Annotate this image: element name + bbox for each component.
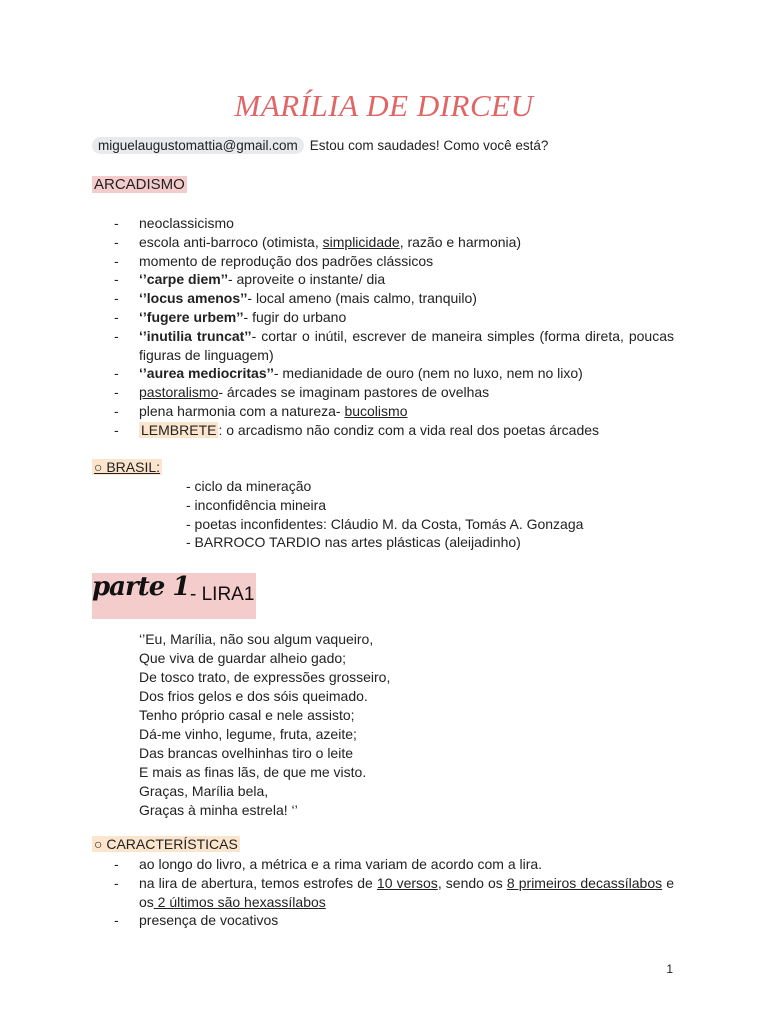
arcadismo-list bbox=[112, 214, 674, 440]
poem-line: Dá-me vinho, legume, fruta, azeite; bbox=[139, 726, 357, 742]
poem-line: ‘’Eu, Marília, não sou algum vaqueiro, bbox=[139, 631, 374, 647]
list-item: - ‘’locus amenos’’- local ameno (mais calmo, tranquilo) bbox=[112, 289, 674, 308]
list-item: - neoclassicismo bbox=[112, 214, 674, 233]
list-item: - ‘’fugere urbem’’- fugir do urbano bbox=[112, 308, 674, 327]
list-item: - inconfidência mineira bbox=[186, 496, 327, 513]
list-item: - pastoralismo- árcades se imaginam pastores de ovelhas bbox=[112, 383, 674, 402]
arcadismo-heading-text: ARCADISMO bbox=[94, 176, 185, 193]
page-number: 1 bbox=[666, 962, 673, 976]
caracteristicas-heading-text: ○ CARACTERÍSTICAS bbox=[94, 836, 238, 852]
list-item: - presença de vocativos bbox=[112, 911, 674, 930]
brasil-heading bbox=[92, 459, 162, 475]
list-item: - poetas inconfidentes: Cláudio M. da Costa, Tomás A. Gonzaga bbox=[186, 515, 584, 532]
poem-line: Graças, Marília bela, bbox=[139, 783, 269, 799]
poem-line: Dos frios gelos e dos sóis queimado. bbox=[139, 688, 368, 704]
list-item: - ‘’carpe diem’’- aproveite o instante/ dia bbox=[112, 270, 674, 289]
list-item: - ao longo do livro, a métrica e a rima variam de acordo com a lira. bbox=[112, 855, 674, 874]
email-chip[interactable]: miguelaugustomattia@gmail.com bbox=[92, 137, 304, 154]
arcadismo-heading bbox=[92, 176, 187, 193]
poem-line: Que viva de guardar alheio gado; bbox=[139, 650, 347, 666]
list-item: - momento de reprodução dos padrões clássicos bbox=[112, 252, 674, 271]
list-item: - na lira de abertura, temos estrofes de 10 versos, sendo os 8 primeiros decassílabos e os 2 últimos são hexassílabos bbox=[112, 874, 674, 912]
list-item: - ‘’aurea mediocritas’’- medianidade de ouro (nem no luxo, nem no lixo) bbox=[112, 364, 674, 383]
list-item: - ‘’inutilia truncat’’- cortar o inútil, escrever de maneira simples (forma direta, poucas figuras de linguagem) bbox=[112, 327, 674, 365]
list-item: - LEMBRETE : o arcadismo não condiz com a vida real dos poetas árcades bbox=[112, 421, 674, 440]
document-title: MARÍLIA DE DIRCEU bbox=[234, 88, 534, 123]
comment-text: Estou com saudades! Como você está? bbox=[309, 138, 549, 153]
list-item: - plena harmonia com a natureza- bucolismo bbox=[112, 402, 674, 421]
poem-line: Tenho próprio casal e nele assisto; bbox=[139, 707, 355, 723]
parte-script-heading: parte 1 bbox=[92, 572, 190, 602]
caracteristicas-list bbox=[112, 855, 674, 930]
brasil-heading-text: ○ BRASIL: bbox=[94, 459, 161, 475]
poem-line: E mais as finas lãs, de que me visto. bbox=[139, 764, 367, 780]
list-item: - escola anti-barroco (otimista, simplicidade, razão e harmonia) bbox=[112, 233, 674, 252]
poem-line: De tosco trato, de expressões grosseiro, bbox=[139, 669, 391, 685]
poem-excerpt bbox=[139, 630, 390, 820]
lira-heading: - LIRA1 bbox=[190, 584, 255, 605]
comment-row bbox=[92, 137, 548, 154]
poem-line: Das brancas ovelhinhas tiro o leite bbox=[139, 745, 354, 761]
brasil-list bbox=[186, 477, 583, 552]
lembrete-label: LEMBRETE bbox=[141, 421, 217, 438]
list-item: - BARROCO TARDIO nas artes plásticas (aleijadinho) bbox=[186, 534, 521, 551]
poem-line: Graças à minha estrela! ‘’ bbox=[139, 802, 298, 818]
list-item: - ciclo da mineração bbox=[186, 478, 312, 494]
caracteristicas-heading bbox=[92, 836, 240, 852]
